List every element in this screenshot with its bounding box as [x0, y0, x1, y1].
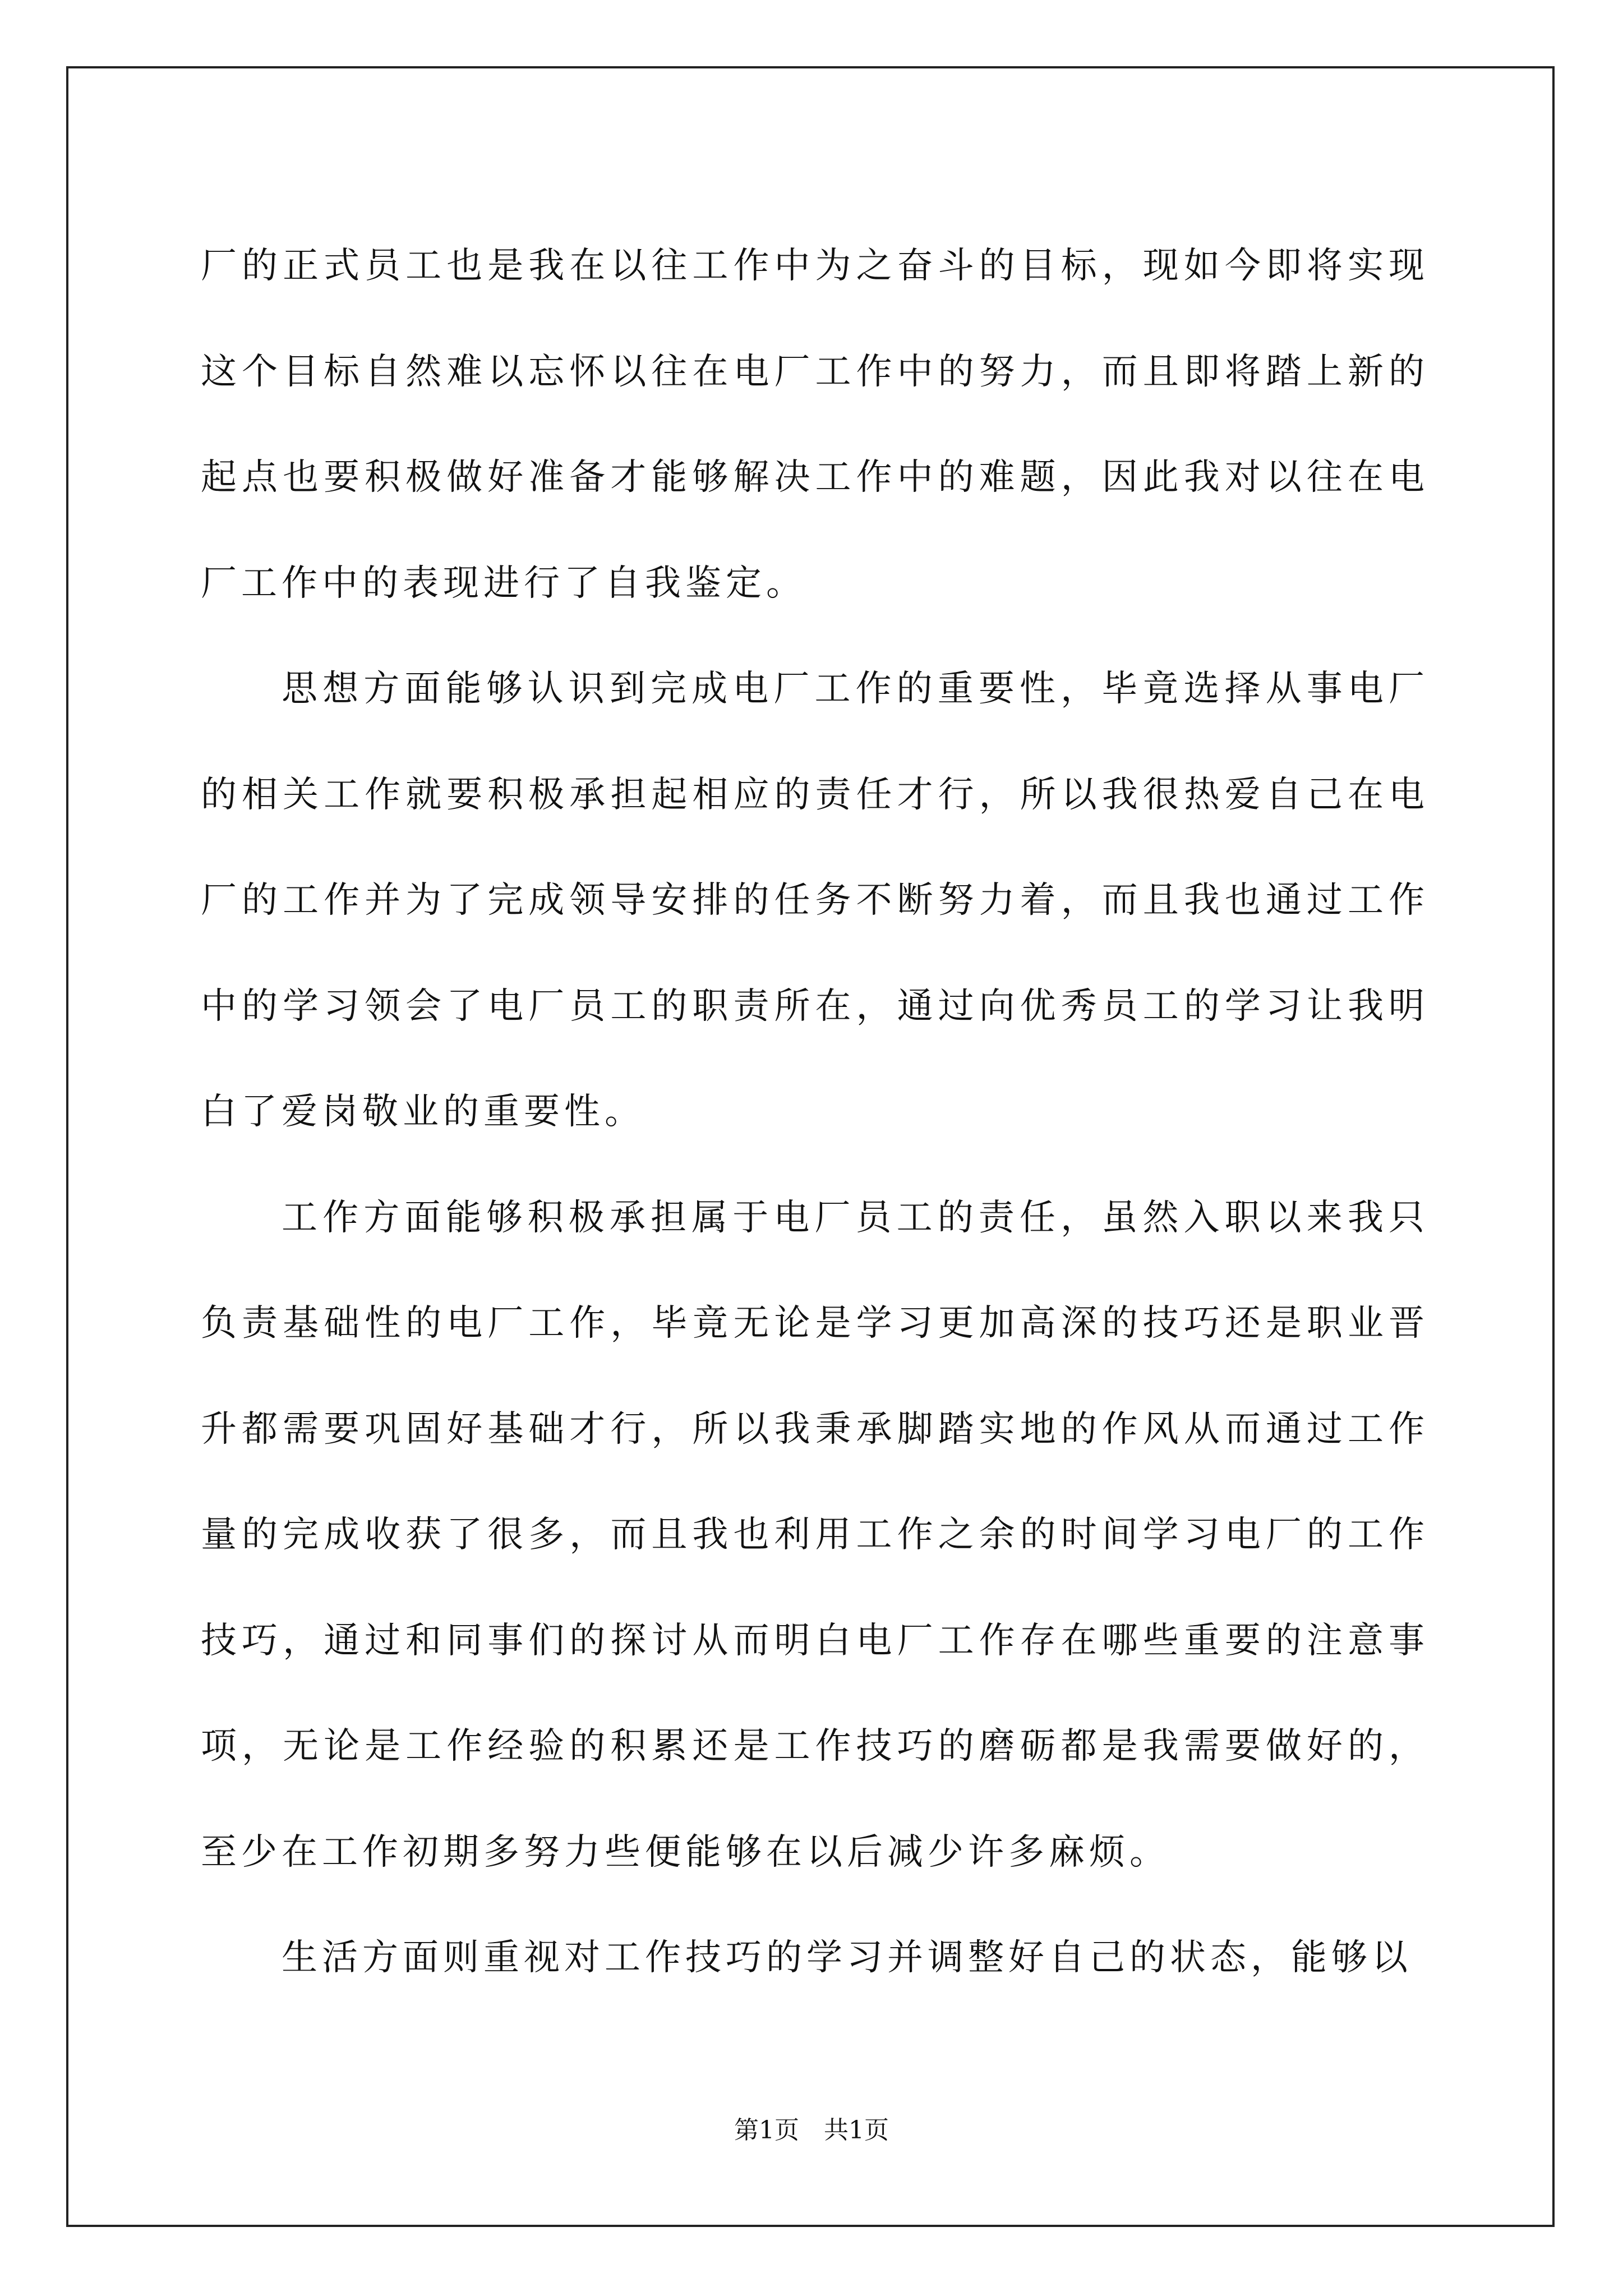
- paragraph-4: 生活方面则重视对工作技巧的学习并调整好自己的状态，能够以: [282, 1937, 1412, 1978]
- paragraph-1: 厂的正式员工也是我在以往工作中为之奋斗的目标，现如今即将实现这个目标自然难以忘怀以往在电厂工作中的努力，而且即将踏上新的起点也要积极做好准备才能够解决工作中的难题，因此我对以往在电厂工作中的表现进行了自我鉴定。: [201, 245, 1429, 604]
- paragraph-3: 工作方面能够积极承担属于电厂员工的责任，虽然入职以来我只负责基础性的电厂工作，毕竟无论是学习更加高深的技巧还是职业晋升都需要巩固好基础才行，所以我秉承脚踏实地的作风从而通过工作量的完成收获了很多，而且我也利用工作之余的时间学习电厂的工作技巧，通过和同事们的探讨从而明白电厂工作存在哪些重要的注意事项，无论是工作经验的积累还是工作技巧的磨砺都是我需要做好的，至少在工作初期多努力些便能够在以后减少许多麻烦。: [201, 1197, 1429, 1873]
- paragraph-2: 思想方面能够认识到完成电厂工作的重要性，毕竟选择从事电厂的相关工作就要积极承担起相应的责任才行，所以我很热爱自己在电厂的工作并为了完成领导安排的任务不断努力着，而且我也通过工作中的学习领会了电厂员工的职责所在，通过向优秀员工的学习让我明白了爱岗敬业的重要性。: [201, 668, 1429, 1133]
- document-body: [201, 213, 1429, 2011]
- page-number-footer: 第1页 共1页: [734, 2116, 889, 2145]
